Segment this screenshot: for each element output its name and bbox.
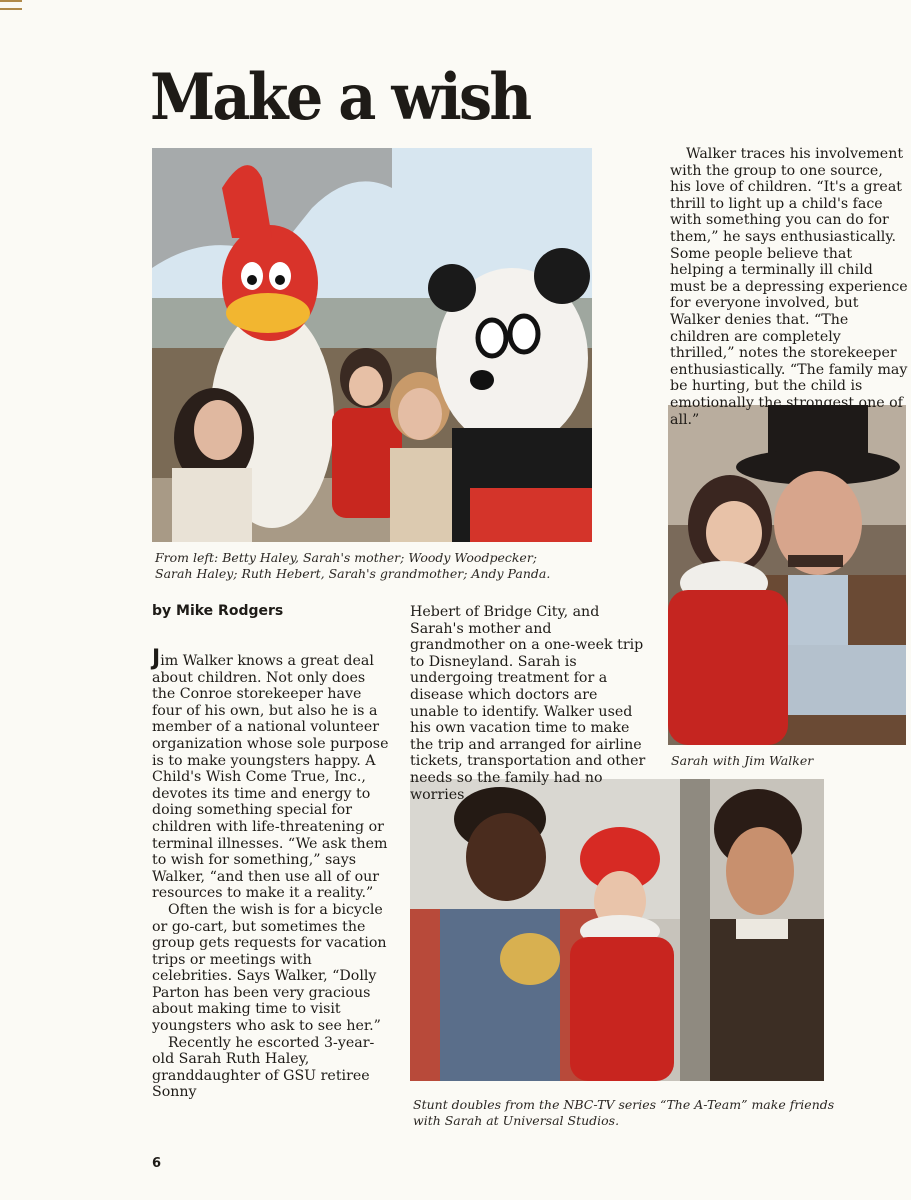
drop-cap: J bbox=[152, 646, 161, 671]
paragraph bbox=[152, 646, 390, 902]
caption-ateam: Stunt doubles from the NBC-TV series “The A-Team” make friends with Sarah at Universal Studios. bbox=[413, 1097, 835, 1128]
column-middle bbox=[410, 604, 650, 803]
photo-ateam bbox=[410, 779, 824, 1081]
corner-rule bbox=[0, 0, 22, 10]
page-number: 6 bbox=[152, 1156, 162, 1171]
paragraph: Hebert of Bridge City, and Sarah's mother and grandmother on a one-week trip to Disneyland. Sarah is undergoing treatment for a disease which doctors are unable to identify. Walker used his own vacation time to make the trip and arranged for airline tickets, transportation and other needs so the family had no worries. bbox=[410, 604, 646, 803]
byline: by Mike Rodgers bbox=[152, 603, 284, 619]
paragraph: Often the wish is for a bicycle or go-cart, but sometimes the group gets requests for vacation trips or meetings with celebrities. Says Walker, “Dolly Parton has been very gracious about making time to visit youngsters who ask to see her.” bbox=[152, 901, 387, 1035]
paragraph-text: im Walker knows a great deal about children. Not only does the Conroe storekeeper have four of his own, but also he is a member of a national volunteer organization whose sole purpose is to make youngsters happy. A Child's Wish Come True, Inc., devotes its time and energy to doing something special for children with life-threatening or terminal illnesses. “We ask them to wish for something,” says Walker, “and then use all of our resources to make it a reality.” bbox=[152, 653, 389, 902]
article-title: Make a wish bbox=[150, 60, 530, 135]
photo-walker bbox=[668, 405, 906, 745]
column-left bbox=[152, 646, 390, 1101]
column-right bbox=[670, 146, 908, 428]
photo-mascots bbox=[152, 148, 592, 542]
paragraph: Recently he escorted 3-year-old Sarah Ruth Haley, granddaughter of GSU retiree Sonny bbox=[152, 1034, 375, 1101]
paragraph: Walker traces his involvement with the group to one source, his love of children. “It's a great thrill to light up a child's face with something you can do for them,” he says enthusiastically. Some people believe that helping a terminally ill child must be a depressing experience for everyone involved, but Walker denies that. “The children are completely thrilled,” notes the storekeeper enthusiastically. “The family may be hurting, but the child is emotionally the strongest one of all.” bbox=[670, 146, 908, 428]
caption-walker: Sarah with Jim Walker bbox=[671, 753, 814, 768]
caption-mascots: From left: Betty Haley, Sarah's mother; Woody Woodpecker; Sarah Haley; Ruth Hebert, Sarah's grandmother; Andy Panda. bbox=[155, 550, 551, 581]
